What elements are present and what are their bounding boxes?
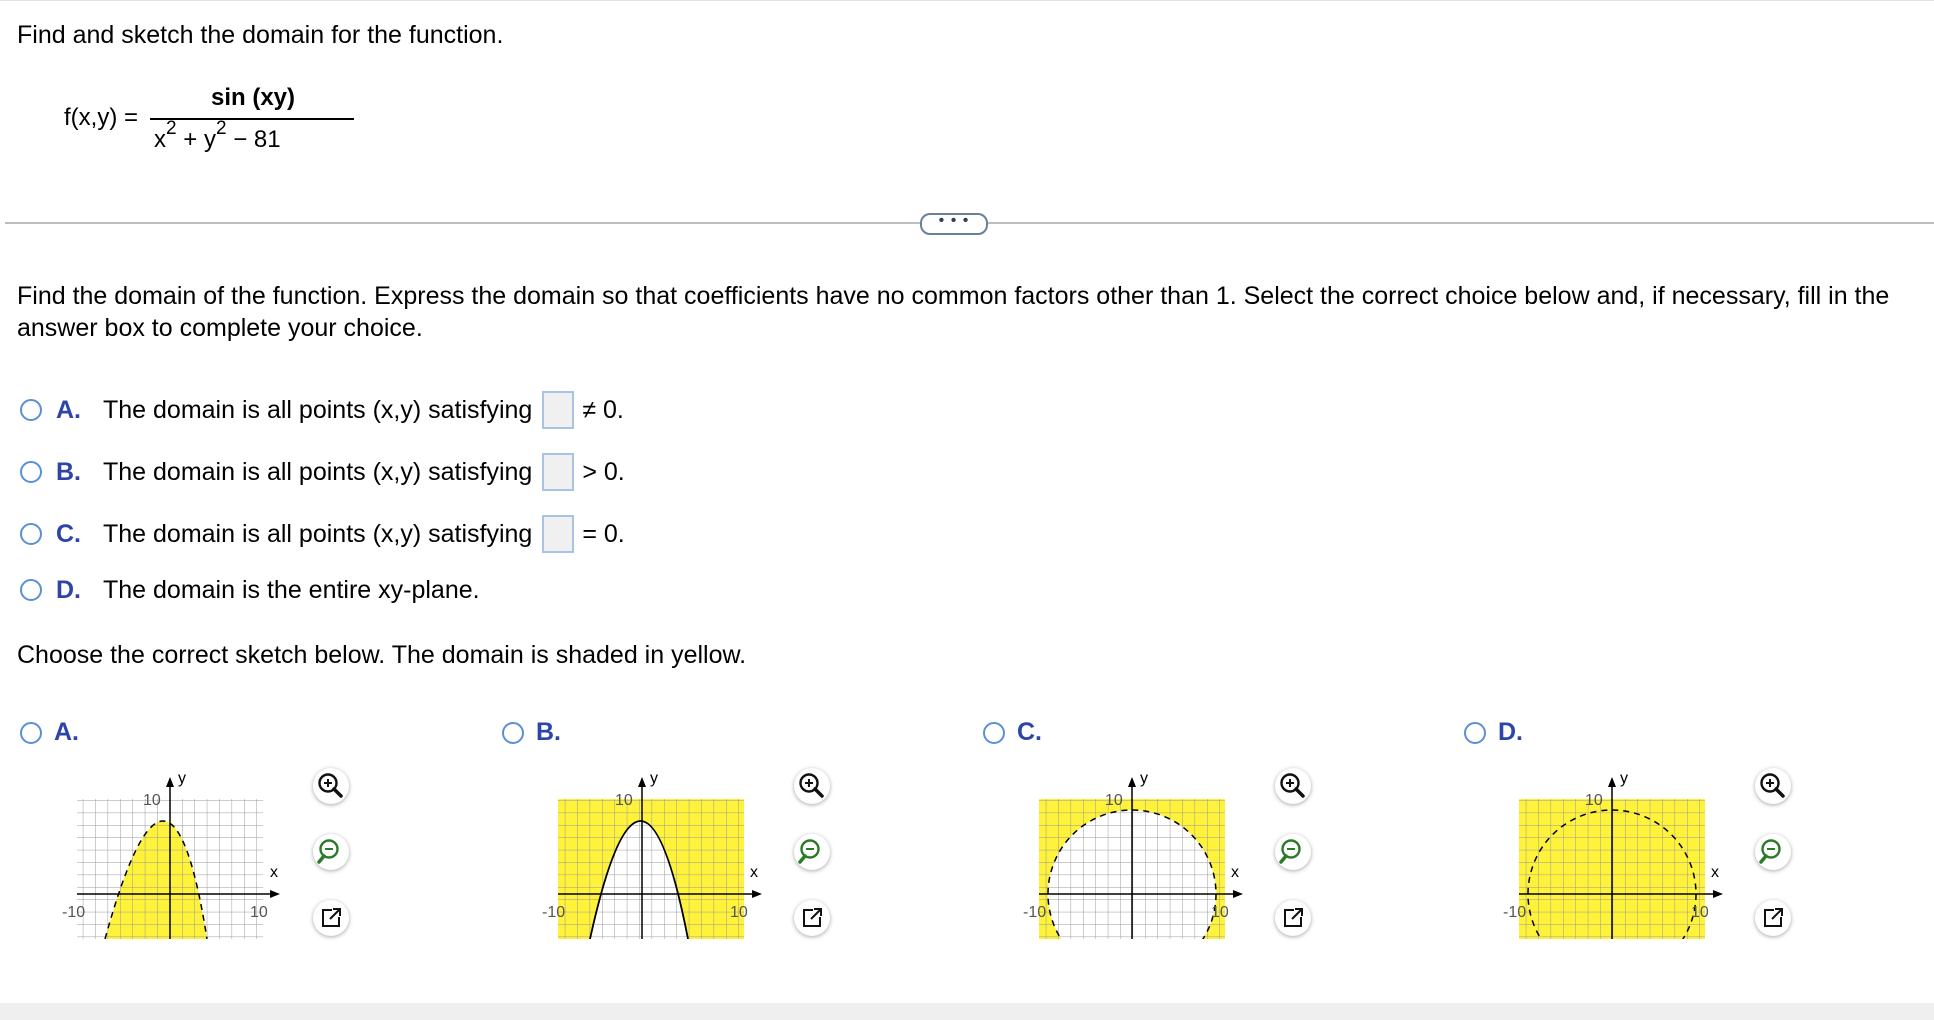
choice-d[interactable] [20, 570, 480, 610]
choice-c-letter: C. [56, 519, 81, 548]
y-axis-arrow-icon [638, 777, 646, 787]
zoom-in-icon [313, 768, 349, 804]
x-axis-arrow-icon [270, 890, 280, 898]
zoom-in-button-d[interactable] [1755, 768, 1791, 804]
sketch-letter-d: D. [1498, 718, 1523, 746]
x-axis-arrow-icon [1713, 890, 1723, 898]
answer-box-a[interactable] [542, 391, 574, 429]
answer-box-c[interactable] [542, 515, 574, 553]
popout-icon [1755, 900, 1791, 936]
sketch-radio-c[interactable] [983, 722, 1005, 744]
y-tick-label: 10 [143, 792, 161, 809]
sketch-letter-a: A. [54, 718, 79, 746]
choice-c[interactable] [20, 514, 625, 554]
x-axis-arrow-icon [1233, 890, 1243, 898]
y-axis-arrow-icon [166, 777, 174, 787]
zoom-out-button-b[interactable] [794, 834, 830, 870]
zoom-in-icon [1755, 768, 1791, 804]
y-tick-label: 10 [1105, 792, 1123, 809]
footer-bar [0, 1003, 1934, 1020]
choice-a-letter: A. [56, 395, 81, 424]
zoom-out-icon [1275, 834, 1311, 870]
choice-a-relation: ≠ 0. [582, 395, 624, 424]
choice-b-letter: B. [56, 457, 81, 486]
zoom-in-icon [794, 768, 830, 804]
zoom-in-icon [1275, 768, 1311, 804]
x-axis-label: x [1231, 864, 1239, 881]
choice-a[interactable] [20, 390, 624, 430]
popout-button-d[interactable] [1755, 900, 1791, 936]
choice-b-relation: > 0. [582, 457, 625, 486]
answer-box-b[interactable] [542, 453, 574, 491]
sketch-letter-b: B. [536, 718, 561, 746]
fraction-bar [150, 118, 354, 120]
sketch-option-d[interactable] [1464, 718, 1545, 747]
question-prompt: Find and sketch the domain for the function. [17, 21, 504, 49]
sketch-letter-c: C. [1017, 718, 1042, 746]
radio-c[interactable] [20, 523, 42, 545]
y-tick-label: 10 [1585, 792, 1603, 809]
zoom-out-icon [794, 834, 830, 870]
popout-button-b[interactable] [794, 900, 830, 936]
zoom-out-button-c[interactable] [1275, 834, 1311, 870]
y-tick-label: 10 [615, 792, 633, 809]
function-lhs: f(x,y) = [64, 104, 139, 131]
popout-icon [313, 900, 349, 936]
x-tick-min: -10 [542, 904, 566, 921]
choice-c-text: The domain is all points (x,y) satisfying [103, 519, 533, 548]
popout-button-a[interactable] [313, 900, 349, 936]
x-tick-max: 10 [1211, 904, 1229, 921]
zoom-in-button-c[interactable] [1275, 768, 1311, 804]
choice-b[interactable] [20, 452, 625, 492]
sketch-option-b[interactable] [502, 718, 583, 747]
y-axis-label: y [1620, 770, 1628, 787]
x-tick-max: 10 [250, 904, 268, 921]
radio-a[interactable] [20, 399, 42, 421]
x-axis-label: x [270, 864, 278, 881]
y-axis-arrow-icon [1128, 777, 1136, 787]
graph-a[interactable] [58, 763, 288, 983]
instructions: Find the domain of the function. Express the domain so that coefficients have no common factors other than 1. Select the correct choice below and, if necessary, fill in the answer box to complete your choice. [17, 282, 1890, 342]
popout-icon [794, 900, 830, 936]
x-tick-max: 10 [730, 904, 748, 921]
x-tick-min: -10 [62, 904, 86, 921]
sketch-radio-a[interactable] [20, 722, 42, 744]
top-border [0, 0, 1934, 1]
y-axis-label: y [1140, 770, 1148, 787]
x-tick-max: 10 [1691, 904, 1709, 921]
x-axis-label: x [750, 864, 758, 881]
graph-c[interactable] [1021, 763, 1251, 983]
y-axis-label: y [650, 770, 658, 787]
popout-icon [1275, 900, 1311, 936]
x-tick-min: -10 [1023, 904, 1047, 921]
graph-d[interactable] [1501, 763, 1731, 983]
radio-d[interactable] [20, 579, 42, 601]
sketch-option-a[interactable] [20, 718, 101, 747]
graph-b[interactable] [540, 763, 770, 983]
sketch-option-c[interactable] [983, 718, 1064, 747]
y-axis-arrow-icon [1608, 777, 1616, 787]
x-tick-min: -10 [1503, 904, 1527, 921]
zoom-out-icon [1755, 834, 1791, 870]
choice-a-text: The domain is all points (x,y) satisfying [103, 395, 533, 424]
zoom-out-icon [313, 834, 349, 870]
zoom-out-button-a[interactable] [313, 834, 349, 870]
sketch-prompt: Choose the correct sketch below. The domain is shaded in yellow. [17, 641, 747, 669]
zoom-out-button-d[interactable] [1755, 834, 1791, 870]
x-axis-label: x [1711, 864, 1719, 881]
popout-button-c[interactable] [1275, 900, 1311, 936]
zoom-in-button-a[interactable] [313, 768, 349, 804]
expand-more-button[interactable]: • • • [920, 213, 988, 235]
sketch-radio-d[interactable] [1464, 722, 1486, 744]
x-axis-arrow-icon [752, 890, 762, 898]
choice-c-relation: = 0. [582, 519, 625, 548]
function-denominator: $x^2 + y^2 - 81$ [154, 118, 281, 153]
choice-d-letter: D. [56, 575, 81, 604]
choice-b-text: The domain is all points (x,y) satisfying [103, 457, 533, 486]
function-numerator: sin (xy) [210, 84, 296, 111]
sketch-radio-b[interactable] [502, 722, 524, 744]
radio-b[interactable] [20, 461, 42, 483]
y-axis-label: y [178, 770, 186, 787]
zoom-in-button-b[interactable] [794, 768, 830, 804]
choice-d-text: The domain is the entire xy-plane. [103, 575, 480, 604]
